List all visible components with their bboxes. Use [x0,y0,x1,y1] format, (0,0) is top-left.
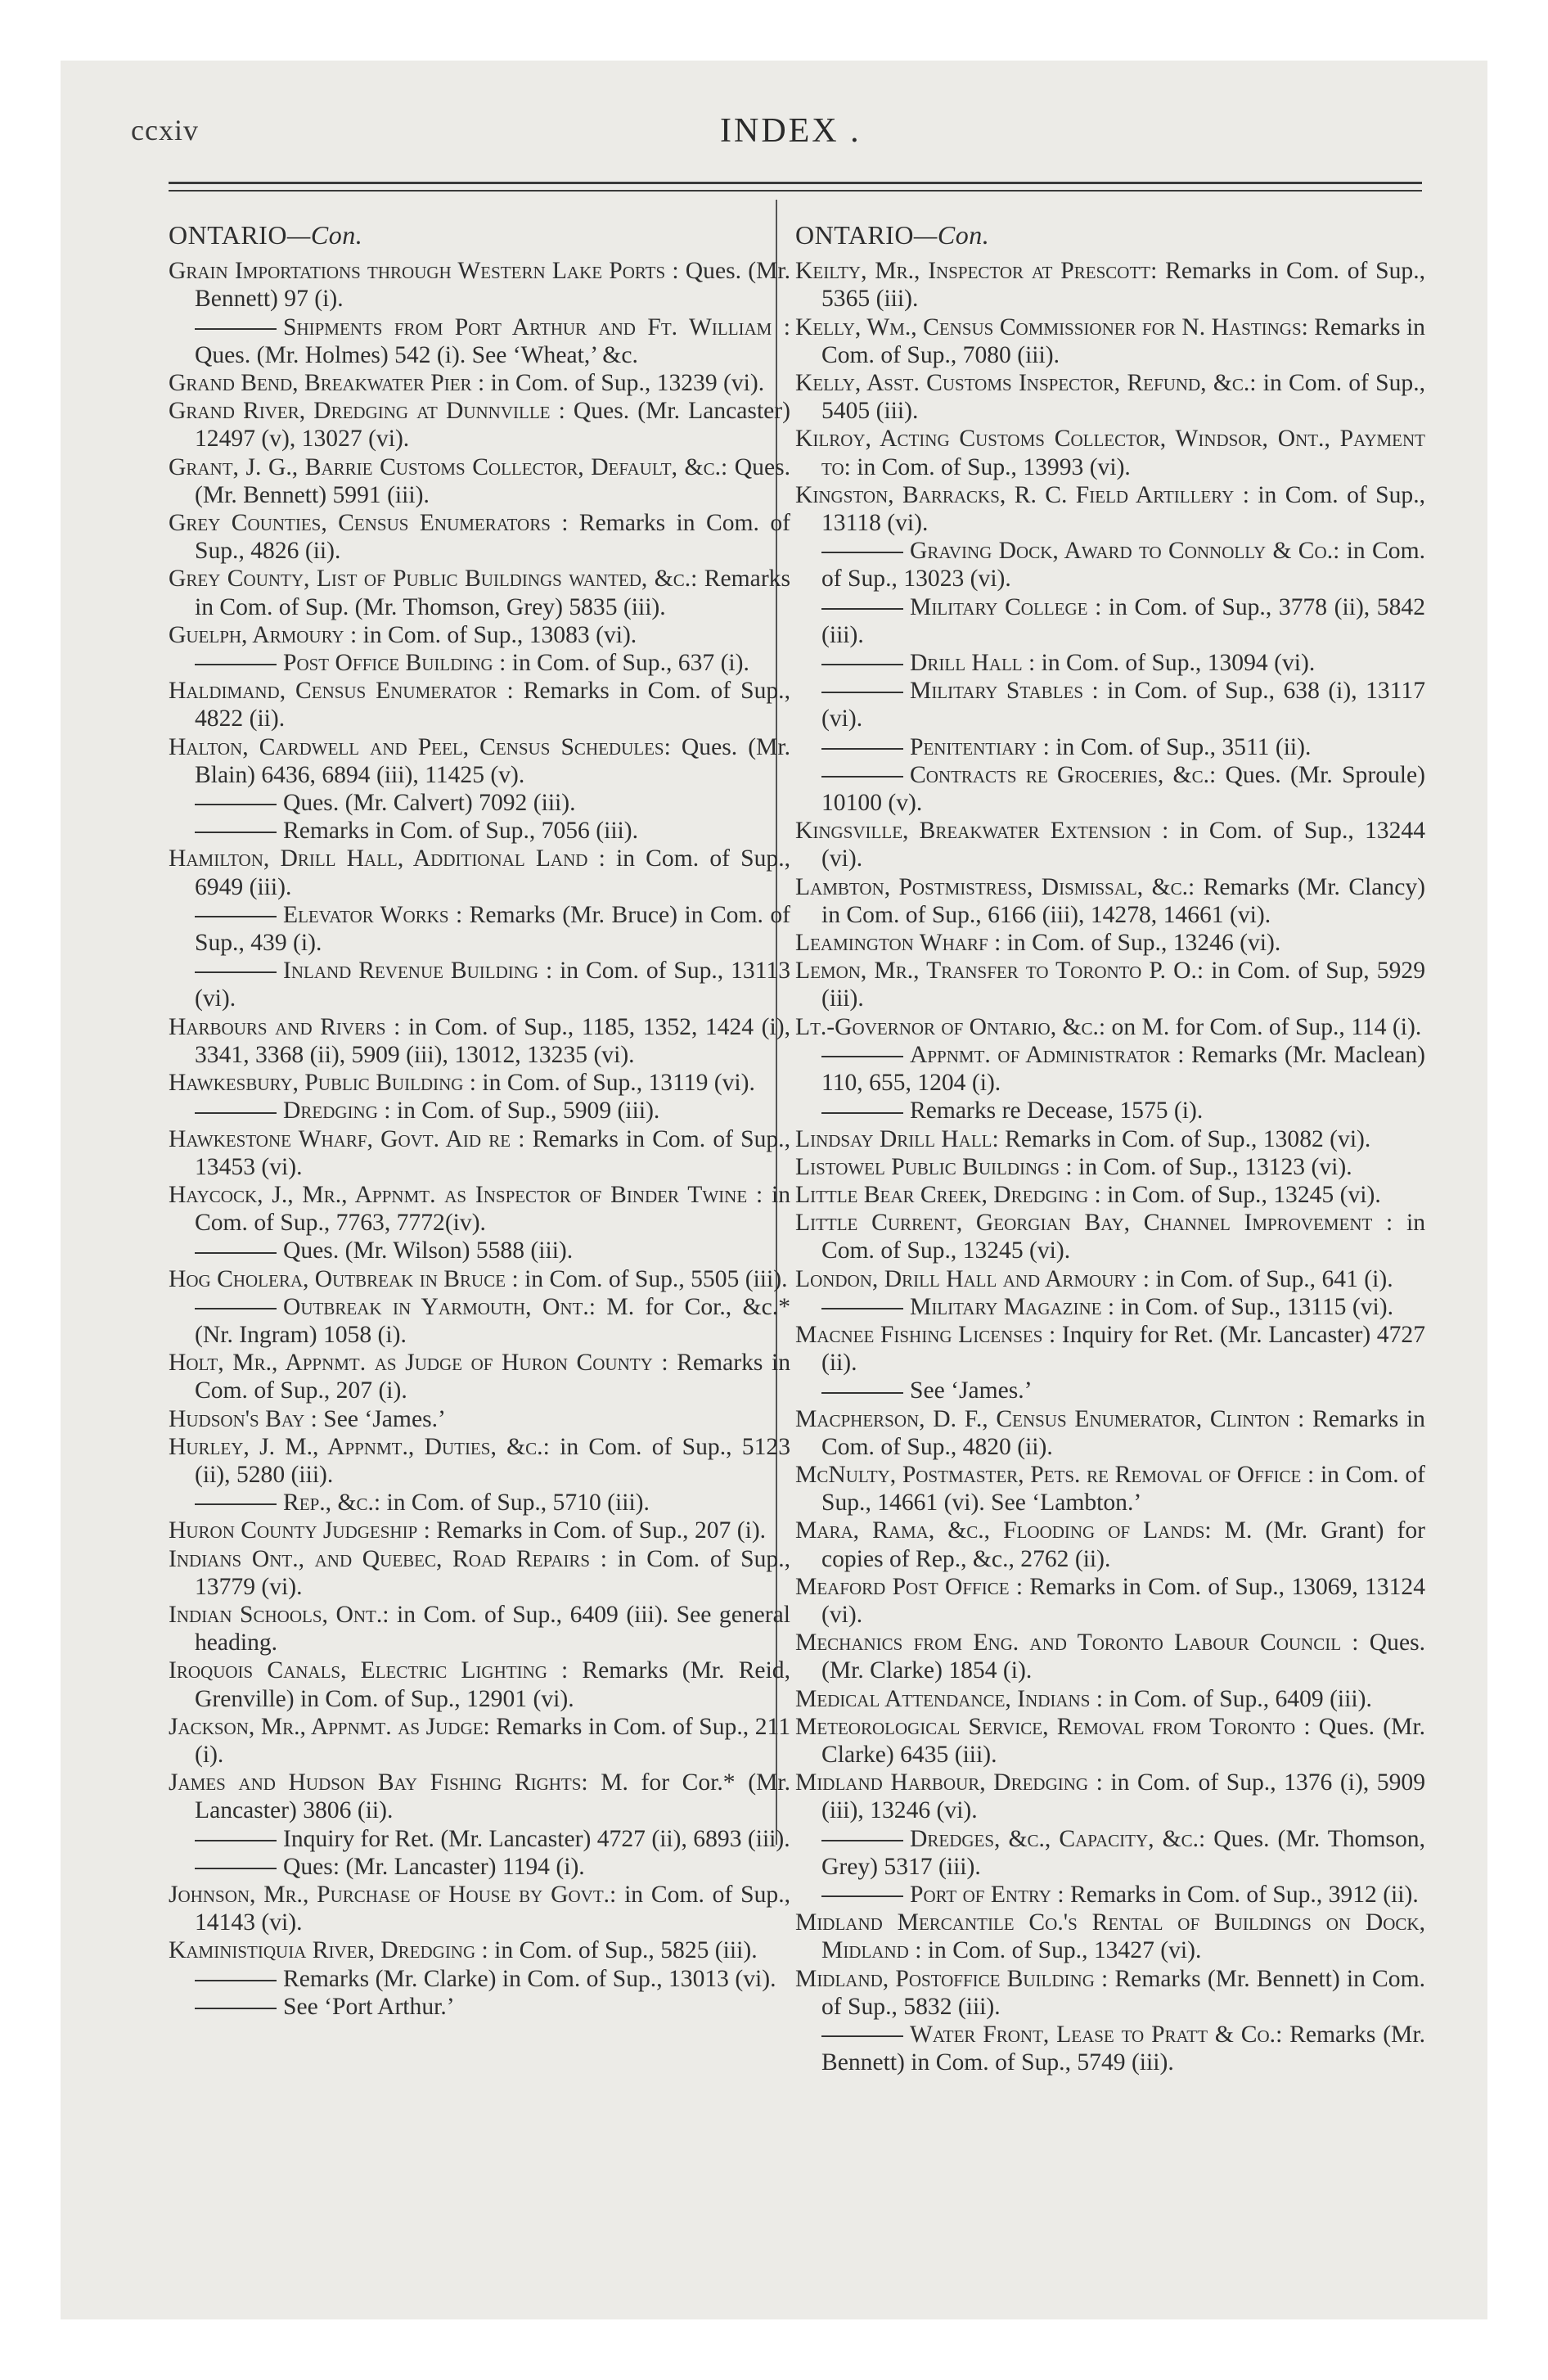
entry-text: : in Com. of Sup., 638 (i), 13117 (vi). [821,678,1425,732]
index-subentry [795,677,1425,732]
entry-text: : M. (Mr. Grant) for copies of Rep., &c., 2762 (ii). [821,1517,1425,1572]
entry-heading: Hudson's Bay [169,1405,305,1432]
entry-heading: Kingsville, Breakwater Extension [795,818,1151,845]
header-rule-thin [169,190,1422,192]
entry-text: : in Com. of Sup., 5825 (iii). [475,1937,758,1964]
index-entry [795,1153,1425,1181]
ditto-dash [821,664,903,665]
entry-text: : in Com. of Sup., 7763, 7772(iv). [195,1181,790,1237]
index-entry [169,1433,790,1489]
index-subentry [795,537,1425,593]
entry-text: : in Com. of Sup., 13244 (vi). [821,818,1425,872]
entry-heading: Holt, Mr., Appnmt. as Judge of Huron County [169,1350,653,1377]
ditto-dash [821,552,903,553]
entry-heading: McNulty, Postmaster, Pets. re Removal of Office [795,1461,1302,1488]
entry-heading: Grand River, Dredging at Dunnville [169,398,551,425]
entry-heading: Grey County, List of Public Buildings wanted, &c. [169,566,691,593]
index-entry [795,1909,1425,1964]
entry-heading: Indians Ont., and Quebec, Road Repairs [169,1545,591,1572]
entry-text: Ques: (Mr. Lancaster) 1194 (i). [283,1853,585,1880]
index-subentry [169,1965,790,1993]
entry-text: : See ‘James.’ [304,1405,446,1432]
index-entry [795,1629,1425,1684]
entry-heading: Lindsay Drill Hall [795,1125,992,1152]
entry-heading: Kingston, Barracks, R. C. Field Artillery [795,481,1235,508]
entry-text: : Remarks in Com. of Sup. (Mr. Thomson, Grey) 5835 (iii). [195,566,790,620]
entry-text: See ‘Port Arthur.’ [283,1993,455,2020]
index-entry [795,1013,1425,1041]
ditto-dash [195,916,277,917]
entry-text: Ques. (Mr. Wilson) 5588 (iii). [283,1237,574,1264]
index-subentry [795,1293,1425,1321]
entry-text: : Remarks in Com. of Sup., 207 (i). [417,1517,767,1544]
right-entries [795,257,1425,2076]
entry-heading: Elevator Works [283,901,449,928]
entry-text: : Remarks in Com. of Sup., 3912 (ii). [1051,1881,1419,1908]
entry-heading: Harbours and Rivers [169,1013,386,1040]
entry-text: : in Com. of Sup., 13245 (vi). [1088,1181,1381,1208]
ditto-dash [195,1840,277,1841]
entry-heading: Kilroy, Acting Customs Collector, Windsor, Ont., Payment to [795,426,1425,480]
index-entry [795,1685,1425,1713]
index-entry [169,621,790,649]
entry-heading: James and Hudson Bay Fishing Rights [169,1769,582,1796]
ditto-dash [195,1308,277,1309]
index-entry [169,369,790,397]
entry-heading: Lt.-Governor of Ontario, &c. [795,1013,1099,1040]
entry-text: : in Com. of Sup., 13118 (vi). [821,481,1426,537]
right-column [795,221,1425,2076]
entry-text: : Remarks in Com. of Sup., 207 (i). [195,1350,790,1404]
index-entry [169,1601,790,1657]
index-entry [169,1069,790,1097]
index-entry [795,817,1425,872]
entry-text: : Remarks in Com. of Sup., 4826 (ii). [195,510,790,565]
entry-text: : in Com. of Sup., 1185, 1352, 1424 (i), 3341, 3368 (ii), 5909 (iii), 13012, 13235 (vi). [195,1013,790,1068]
entry-text: : in Com. of Sup., 5505 (iii). [506,1265,788,1292]
index-entry [795,1461,1425,1517]
entry-text: : M. for Cor.* (Mr. Lancaster) 3806 (ii). [195,1769,790,1824]
entry-text: : on M. for Com. of Sup., 114 (i). [1098,1013,1422,1040]
entry-text: : Remarks in Com. of Sup., 5365 (iii). [821,258,1425,313]
entry-heading: Lambton, Postmistress, Dismissal, &c. [795,873,1188,900]
entry-heading: Rep., &c. [283,1490,374,1517]
entry-heading: Military Stables [910,678,1084,705]
ditto-dash [195,971,277,973]
left-heading-suffix: —Con. [286,220,363,250]
entry-heading: Post Office Building [283,650,493,677]
entry-heading: Midland Harbour, Dredging [795,1769,1089,1796]
entry-heading: Jackson, Mr., Appnmt. as Judge [169,1713,484,1740]
ditto-dash [821,692,903,693]
entry-text: : Ques. (Mr. Holmes) 542 (i). See ‘Wheat,’ &c. [195,313,790,368]
index-subentry [169,957,790,1012]
entry-text: : in Com. of Sup., 13113 (vi). [195,958,790,1012]
index-subentry [795,1377,1425,1404]
index-subentry [169,1993,790,2021]
entry-heading: Kelly, Asst. Customs Inspector, Refund, &c. [795,370,1250,397]
entry-text: : in Com. of Sup., 3511 (ii). [1037,733,1312,760]
entry-heading: Hurley, J. M., Appnmt., Duties, &c. [169,1433,543,1460]
entry-text: : M. for Cor., &c.* (Nr. Ingram) 1058 (i). [195,1293,790,1348]
entry-text: : Ques. (Mr. Bennett) 97 (i). [195,258,790,313]
entry-text: : Remarks in Com. of Sup., 7080 (iii). [821,313,1425,368]
entry-text: : in Com. of Sup., 13119 (vi). [463,1070,755,1097]
entry-heading: Haldimand, Census Enumerator [169,678,497,705]
index-subentry [169,1489,790,1517]
entry-text: : Remarks in Com. of Sup., 13069, 13124 (vi). [821,1573,1425,1628]
entry-text: : Remarks in Com. of Sup., 4820 (ii). [821,1405,1425,1460]
entry-heading: Military College [910,593,1088,620]
index-subentry [795,1825,1425,1881]
entry-heading: Little Bear Creek, Dredging [795,1181,1089,1208]
entry-heading: Dredges, &c., Capacity, &c. [910,1825,1199,1852]
entry-heading: Medical Attendance, Indians [795,1685,1091,1712]
index-entry [169,1713,790,1769]
entry-text: : in Com. of Sup., 14661 (vi). See ‘Lambton.’ [821,1461,1425,1517]
index-entry [795,1965,1425,2021]
index-entry [795,257,1425,313]
entry-text: : in Com. of Sup., 14143 (vi). [195,1881,790,1936]
index-entry [169,1881,790,1936]
entry-heading: Hawkesbury, Public Building [169,1070,464,1097]
index-subentry [169,313,790,369]
entry-text: Remarks in Com. of Sup., 7056 (iii). [283,818,639,845]
index-subentry [795,2021,1425,2076]
entry-heading: Meteorological Service, Removal from Toronto [795,1713,1296,1740]
entry-heading: Hog Cholera, Outbreak in Bruce [169,1265,506,1292]
entry-heading: Dredging [283,1098,378,1125]
ditto-dash [821,1840,903,1841]
ditto-dash [821,748,903,750]
ditto-dash [195,664,277,665]
ditto-dash [195,804,277,805]
entry-text: : Ques. (Mr. Thomson, Grey) 5317 (iii). [821,1825,1425,1880]
running-title: INDEX . [720,112,862,150]
entry-heading: Kelly, Wm., Census Commissioner for N. Hastings [795,313,1302,340]
index-subentry [795,1041,1425,1097]
index-subentry [169,1237,790,1264]
index-entry [795,1181,1425,1209]
index-subentry [169,817,790,845]
entry-heading: Water Front, Lease to Pratt & Co. [910,2022,1276,2048]
index-entry [169,1013,790,1069]
index-entry [169,1181,790,1237]
entry-text: : Remarks in Com. of Sup., 211 (i). [195,1713,790,1768]
index-subentry [795,649,1425,677]
entry-text: : in Com. of Sup., 641 (i). [1136,1265,1393,1292]
ditto-dash [195,1252,277,1254]
index-entry [169,1545,790,1601]
header-rule-thick [169,182,1422,184]
entry-text: : Ques. (Mr. Bennett) 5991 (iii). [195,453,790,508]
index-subentry [795,593,1425,649]
entry-heading: Lemon, Mr., Transfer to Toronto P. O. [795,958,1197,985]
ditto-dash [821,1392,903,1394]
index-entry [169,677,790,732]
index-entry [795,425,1425,480]
entry-heading: Huron County Judgeship [169,1517,418,1544]
entry-text: : in Com. of Sup., 6409 (iii). [1090,1685,1372,1712]
entry-text: : Ques. (Mr. Clarke) 6435 (iii). [821,1713,1425,1768]
index-subentry [795,1097,1425,1125]
index-subentry [169,789,790,817]
index-entry [169,509,790,565]
entry-text: : Inquiry for Ret. (Mr. Lancaster) 4727 (ii). [821,1321,1425,1377]
entry-heading: Listowel Public Buildings [795,1153,1060,1180]
index-entry [795,873,1425,929]
index-entry [795,1321,1425,1377]
ditto-dash [821,1308,903,1309]
entry-heading: Guelph, Armoury [169,621,344,648]
entry-heading: Outbreak in Yarmouth, Ont. [283,1293,589,1320]
entry-heading: Little Current, Georgian Bay, Channel Improvement [795,1210,1373,1237]
entry-text: : Remarks (Mr. Reid, Grenville) in Com. of Sup., 12901 (vi). [195,1657,790,1712]
ditto-dash [821,776,903,778]
index-subentry [169,1293,790,1349]
entry-text: : in Com. of Sup., 13094 (vi). [1022,650,1316,677]
left-heading-text: ONTARIO [169,220,287,250]
index-entry [795,369,1425,425]
ditto-dash [195,328,277,330]
entry-heading: Graving Dock, Award to Connolly & Co. [910,538,1334,565]
entry-heading: Keilty, Mr., Inspector at Prescott [795,258,1151,285]
entry-text: : in Com. of Sup., 13993 (vi). [844,453,1131,480]
index-entry [169,1125,790,1181]
entry-text: : Remarks in Com. of Sup., 13082 (vi). [992,1125,1371,1152]
left-column-heading [169,221,790,249]
entry-text: : in Com. of Sup., 637 (i). [493,650,749,677]
index-entry [169,845,790,900]
entry-heading: Grand Bend, Breakwater Pier [169,370,472,397]
entry-text: : in Com. of Sup., 13427 (vi). [908,1937,1202,1964]
entry-heading: Leamington Wharf [795,930,988,957]
entry-text: : in Com. of Sup., 13779 (vi). [195,1545,790,1600]
right-heading-text: ONTARIO [795,220,914,250]
entry-text: : in Com. of Sup., 13023 (vi). [821,538,1426,593]
entry-heading: Military Magazine [910,1293,1102,1320]
index-entry [169,1936,790,1964]
index-subentry [795,1881,1425,1909]
entry-text: Remarks (Mr. Clarke) in Com. of Sup., 13013 (vi). [283,1965,776,1992]
index-entry [169,1769,790,1824]
entry-text: : in Com. of Sup., 5710 (iii). [373,1490,650,1517]
entry-text: : in Com. of Sup, 5929 (iii). [821,958,1425,1012]
entry-text: : in Com. of Sup., 1376 (i), 5909 (iii), 13246 (vi). [821,1769,1425,1824]
entry-heading: Haycock, J., Mr., Appnmt. as Inspector of Binder Twine [169,1181,748,1208]
entry-heading: Hawkestone Wharf, Govt. Aid re [169,1125,511,1152]
entry-heading: Penitentiary [910,733,1037,760]
ditto-dash [821,608,903,610]
entry-text: : in Com. of Sup., 5123 (ii), 5280 (iii). [195,1433,790,1488]
entry-text: : in Com. of Sup., 13246 (vi). [988,930,1281,957]
entry-text: : in Com. of Sup., 13239 (vi). [471,370,765,397]
entry-heading: Iroquois Canals, Electric Lighting [169,1657,547,1684]
entry-text: : in Com. of Sup., 3778 (ii), 5842 (iii). [821,593,1425,648]
ditto-dash [821,1895,903,1897]
index-entry [169,1349,790,1404]
index-entry [169,453,790,509]
entry-heading: Grant, J. G., Barrie Customs Collector, Default, &c. [169,453,721,480]
index-entry [169,1405,790,1433]
entry-text: : in Com. of Sup., 6949 (iii). [195,845,790,900]
index-entry [795,313,1425,369]
entry-text: : in Com. of Sup., 13115 (vi). [1101,1293,1393,1320]
entry-text: Inquiry for Ret. (Mr. Lancaster) 4727 (ii), 6893 (iii). [283,1825,790,1852]
entry-text: : in Com. of Sup., 6409 (iii). See general heading. [195,1601,790,1657]
entry-text: : Ques. (Mr. Sproule) 10100 (v). [821,761,1426,817]
left-entries [169,257,790,2021]
entry-text: : in Com. of Sup., 5405 (iii). [821,370,1426,425]
index-entry [795,481,1425,537]
entry-heading: Drill Hall [910,650,1023,677]
right-column-heading [795,221,1425,249]
entry-text: : in Com. of Sup., 5909 (iii). [377,1098,660,1125]
index-entry [169,257,790,313]
index-entry [795,1769,1425,1824]
index-subentry [795,733,1425,761]
entry-text: : Remarks in Com. of Sup., 4822 (ii). [195,678,790,732]
entry-heading: Mechanics from Eng. and Toronto Labour Council [795,1629,1342,1657]
index-entry [169,733,790,789]
index-entry [169,1265,790,1293]
entry-text: : Remarks (Mr. Bruce) in Com. of Sup., 439 (i). [195,901,790,957]
index-subentry [169,1825,790,1853]
entry-heading: Meaford Post Office [795,1573,1010,1600]
ditto-dash [195,1503,277,1505]
index-entry [795,1265,1425,1293]
page-number: ccxiv [131,114,199,146]
index-entry [795,1405,1425,1461]
entry-heading: Midland Mercantile Co.'s Rental of Buildings on Dock, Midland [795,1909,1425,1964]
index-subentry [169,649,790,677]
entry-text: : in Com. of Sup., 13123 (vi). [1060,1153,1352,1180]
entry-text: : Remarks (Mr. Clancy) in Com. of Sup., 6166 (iii), 14278, 14661 (vi). [821,873,1425,928]
left-column [169,221,790,2021]
entry-text: See ‘James.’ [910,1377,1033,1404]
ditto-dash [195,2008,277,2009]
entry-heading: Johnson, Mr., Purchase of House by Govt. [169,1881,610,1908]
entry-text: : Remarks (Mr. Bennett) in Com. of Sup., 5749 (iii). [821,2022,1425,2076]
entry-text: : Remarks (Mr. Bennett) in Com. of Sup., 5832 (iii). [821,1965,1425,2020]
ditto-dash [821,2035,903,2037]
ditto-dash [195,1868,277,1869]
entry-text: Ques. (Mr. Calvert) 7092 (iii). [283,790,576,817]
ditto-dash [821,1112,903,1114]
entry-heading: Midland, Postoffice Building [795,1965,1095,1992]
ditto-dash [195,1112,277,1114]
entry-heading: Grain Importations through Western Lake Ports [169,258,666,285]
entry-heading: Appnmt. of Administrator [910,1041,1171,1068]
ditto-dash [195,1980,277,1981]
index-entry [795,1209,1425,1264]
entry-text: : in Com. of Sup., 13245 (vi). [821,1210,1425,1264]
entry-heading: London, Drill Hall and Armoury [795,1265,1137,1292]
index-entry [795,929,1425,957]
index-entry [795,1713,1425,1769]
index-entry [795,1573,1425,1629]
entry-heading: Kaministiquia River, Dredging [169,1937,476,1964]
entry-heading: Macpherson, D. F., Census Enumerator, Clinton [795,1405,1290,1432]
entry-text: : Remarks (Mr. Maclean) 110, 655, 1204 (i). [821,1041,1426,1097]
entry-text: : Ques. (Mr. Blain) 6436, 6894 (iii), 11425 (v). [195,733,790,788]
entry-heading: Halton, Cardwell and Peel, Census Schedules [169,733,664,760]
index-subentry [795,761,1425,817]
index-entry [795,1517,1425,1572]
index-subentry [169,1097,790,1125]
index-entry [169,397,790,453]
entry-heading: Hamilton, Drill Hall, Additional Land [169,845,588,872]
entry-text: Remarks re Decease, 1575 (i). [910,1098,1204,1125]
index-subentry [169,1853,790,1881]
entry-heading: Mara, Rama, &c., Flooding of Lands [795,1517,1205,1544]
index-entry [169,1657,790,1712]
entry-heading: Contracts re Groceries, &c. [910,761,1209,788]
entry-text: : Ques. (Mr. Lancaster) 12497 (v), 13027 (vi). [195,398,791,453]
index-entry [169,1517,790,1544]
entry-heading: Port of Entry [910,1881,1051,1908]
entry-heading: Grey Counties, Census Enumerators [169,510,551,537]
entry-heading: Macnee Fishing Licenses [795,1321,1043,1348]
entry-text: : Remarks in Com. of Sup., 13453 (vi). [195,1125,790,1180]
ditto-dash [195,832,277,833]
ditto-dash [821,1056,903,1057]
index-subentry [169,901,790,957]
entry-text: : in Com. of Sup., 13083 (vi). [344,621,637,648]
index-entry [169,565,790,620]
right-heading-suffix: —Con. [913,220,990,250]
entry-heading: Indian Schools, Ont. [169,1601,383,1628]
entry-heading: Inland Revenue Building [283,958,539,985]
index-entry [795,957,1425,1012]
entry-heading: Shipments from Port Arthur and Ft. William [283,313,772,340]
entry-text: : Ques. (Mr. Clarke) 1854 (i). [821,1629,1425,1684]
index-entry [795,1125,1425,1153]
